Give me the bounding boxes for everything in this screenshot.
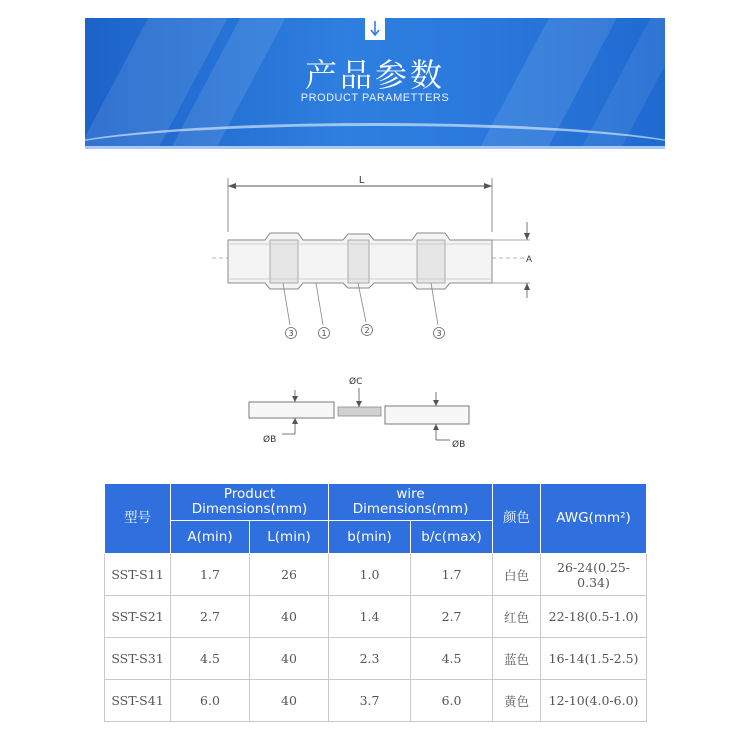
cell-bc: 4.5 — [411, 638, 493, 680]
page-subtitle: PRODUCT PARAMETTERS — [300, 92, 450, 104]
cell-a: 6.0 — [171, 680, 250, 722]
left-wire-block — [249, 402, 334, 418]
callout-label: 1 — [321, 329, 327, 338]
cell-color: 红色 — [493, 596, 541, 638]
cell-a: 4.5 — [171, 638, 250, 680]
table-row — [105, 680, 647, 722]
cell-bc: 6.0 — [411, 680, 493, 722]
label-b-right: ØB — [452, 440, 466, 450]
center-conductor — [338, 407, 381, 416]
header-awg: AWG(mm²) — [541, 484, 647, 554]
header-product-dimensions — [171, 484, 329, 521]
cell-l: 40 — [250, 596, 329, 638]
cell-l: 40 — [250, 638, 329, 680]
header-b-min: b(min) — [329, 521, 411, 554]
header-bc-max: b/c(max) — [411, 521, 493, 554]
cell-awg: 16-14(1.5-2.5) — [541, 638, 647, 680]
cell-l: 40 — [250, 680, 329, 722]
header-a-min: A(min) — [171, 521, 250, 554]
header-wire-dimensions — [329, 484, 493, 521]
cell-bc: 1.7 — [411, 554, 493, 596]
callout-label: 3 — [436, 329, 442, 338]
cell-l: 26 — [250, 554, 329, 596]
cell-b: 1.0 — [329, 554, 411, 596]
cell-color: 黄色 — [493, 680, 541, 722]
cell-awg: 22-18(0.5-1.0) — [541, 596, 647, 638]
dimension-l-label: L — [359, 175, 365, 186]
label-b-left: ØB — [263, 435, 277, 445]
header-wire-line2: Dimensions(mm) — [352, 501, 469, 517]
cell-b: 2.3 — [329, 638, 411, 680]
header-wire-line1: wire — [396, 486, 425, 502]
cell-awg: 26-24(0.25-0.34) — [541, 554, 647, 596]
right-wire-block — [385, 406, 469, 424]
cell-a: 1.7 — [171, 554, 250, 596]
header-product-line1: Product — [223, 486, 276, 502]
cell-b: 1.4 — [329, 596, 411, 638]
cell-color: 白色 — [493, 554, 541, 596]
cell-bc: 2.7 — [411, 596, 493, 638]
table-row — [105, 554, 647, 596]
header-model: 型号 — [105, 484, 171, 554]
table-row — [105, 596, 647, 638]
header-l-min: L(min) — [250, 521, 329, 554]
cell-model: SST-S11 — [105, 554, 171, 596]
header-color: 颜色 — [493, 484, 541, 554]
page-title: 产品参数 — [304, 56, 445, 94]
parameters-table — [104, 483, 647, 722]
table-row — [105, 638, 647, 680]
cell-awg: 12-10(4.0-6.0) — [541, 680, 647, 722]
cell-a: 2.7 — [171, 596, 250, 638]
cell-model: SST-S21 — [105, 596, 171, 638]
dimension-a-label: A — [526, 254, 533, 264]
cell-color: 蓝色 — [493, 638, 541, 680]
label-c: ØC — [349, 377, 363, 387]
callout-label: 2 — [364, 326, 370, 335]
callout-label: 3 — [288, 329, 294, 338]
cell-model: SST-S41 — [105, 680, 171, 722]
cell-b: 3.7 — [329, 680, 411, 722]
cell-model: SST-S31 — [105, 638, 171, 680]
header-product-line2: Dimensions(mm) — [191, 501, 308, 517]
